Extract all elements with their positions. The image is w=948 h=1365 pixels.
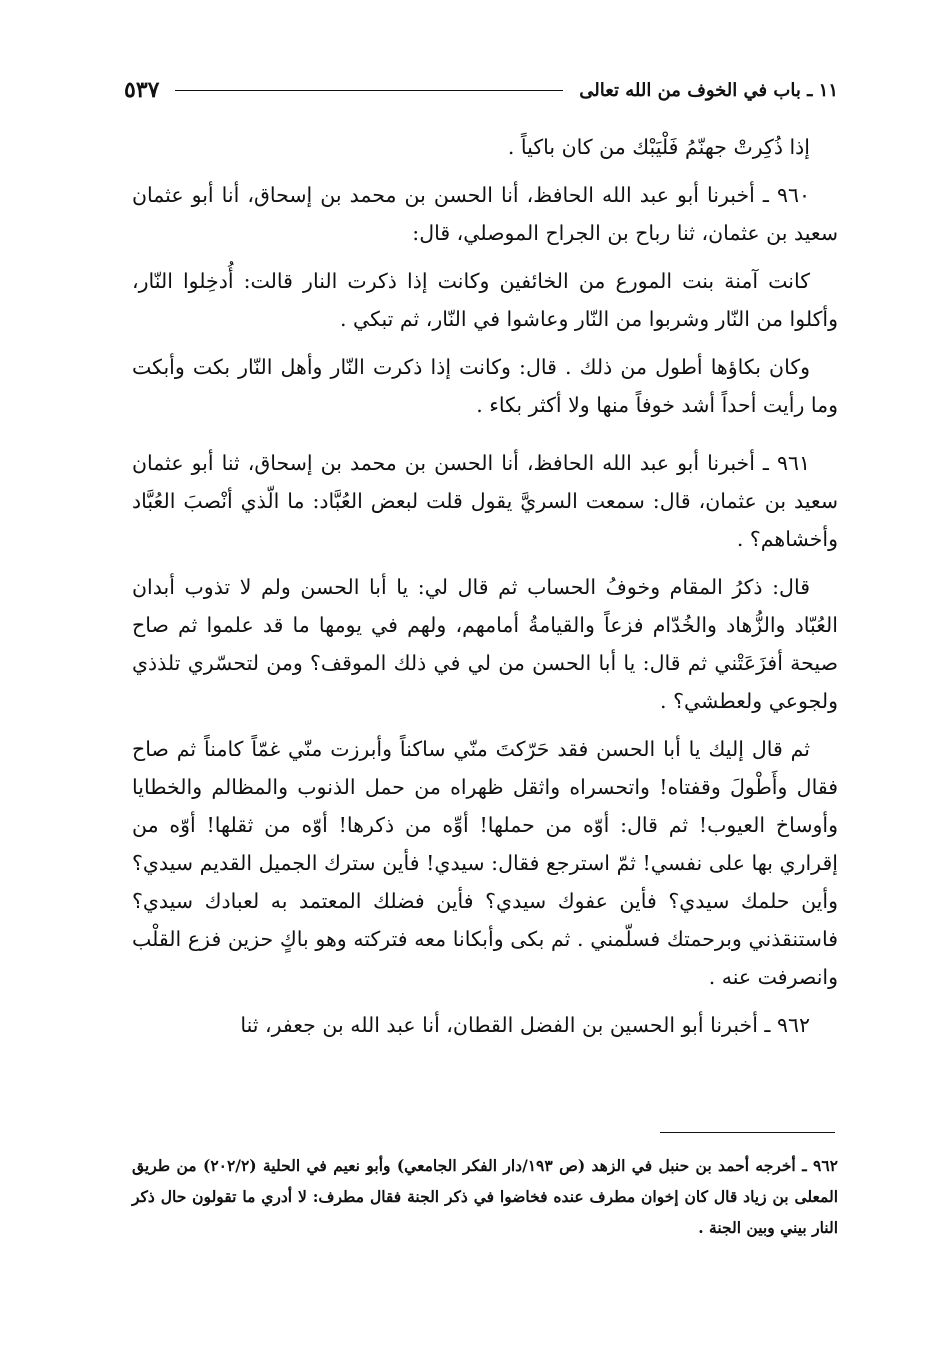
paragraph: قال: ذكرُ المقام وخوفُ الحساب ثم قال لي: يا أبا الحسن ولم لا تذوب أبدان العُبّاد والزُّهاد والخُدّام فزعاً والقيامةُ أمامهم، ولهم في يومها ما قد علموا ثم صاح صيحة أفزَعَتْني ثم قال: يا أبا الحسن من لي في ذلك الموقف؟ ومن لتحسّري تلذذي ولجوعي ولعطشي؟ .	[132, 575, 838, 713]
footnote-text: ٩٦٢ ـ أخرجه أحمد بن حنبل في الزهد (ص ١٩٣/دار الفكر الجامعي) وأبو نعيم في الحلية (٢٠٢/٢) من طريق المعلى بن زياد قال كان إخوان مطرف عنده فخاضوا في ذكر الجنة فقال مطرف: لا أدري ما تقولون حال ذكر النار بيني وبين الجنة .	[132, 1156, 838, 1237]
footnote	[132, 1150, 838, 1243]
main-text	[132, 128, 838, 1054]
chapter-title: ١١ ـ باب في الخوف من الله تعالى	[579, 79, 838, 101]
paragraph: وكان بكاؤها أطول من ذلك . قال: وكانت إذا ذكرت النّار وأهل النّار بكت وأبكت وما رأيت أحداً أشد خوفاً منها ولا أكثر بكاء .	[132, 355, 838, 417]
header-rule	[175, 90, 563, 91]
paragraph: كانت آمنة بنت المورع من الخائفين وكانت إذا ذكرت النار قالت: أُدخِلوا النّار، وأكلوا من النّار وشربوا من النّار وعاشوا في النّار، ثم تبكي .	[132, 269, 838, 331]
paragraph: ٩٦٠ ـ أخبرنا أبو عبد الله الحافظ، أنا الحسن بن محمد بن إسحاق، أنا أبو عثمان سعيد بن عثمان، ثنا رباح بن الجراح الموصلي، قال:	[132, 183, 838, 245]
paragraph: ثم قال إليك يا أبا الحسن فقد حَرّكتَ منّي ساكناً وأبرزت منّي غمّاً كامناً ثم صاح فقال وأَطْولَ وقفتاه! واتحسراه واثقل ظهراه من حمل الذنوب والمظالم والخطايا وأوساخ العيوب! ثم قال: أوّه من حملها! أوِّه من ذكرها! أوّه من ثقلها! أوّه من إقراري بها على نفسي! ثمّ استرجع فقال: سيدي! فأين سترك الجميل القديم سيدي؟ وأين حلمك سيدي؟ فأين عفوك سيدي؟ فأين فضلك المعتمد به لعبادك سيدي؟ فاستنقذني وبرحمتك فسلّمني . ثم بكى وأبكانا معه فتركته وهو باكٍ حزين فزع القلْب وانصرفت عنه .	[132, 737, 838, 989]
paragraph: ٩٦١ ـ أخبرنا أبو عبد الله الحافظ، أنا الحسن بن محمد بن إسحاق، ثنا أبو عثمان سعيد بن عثمان، قال: سمعت السريَّ يقول قلت لبعض العُبَّاد: ما الّذي أنْصبَ العُبَّاد وأخشاهم؟ .	[132, 451, 839, 551]
footnote-rule	[660, 1132, 835, 1133]
paragraph: ٩٦٢ ـ أخبرنا أبو الحسين بن الفضل القطان، أنا عبد الله بن جعفر، ثنا	[240, 1013, 810, 1037]
page-number: ٥٣٧	[124, 77, 160, 103]
page-header	[124, 74, 838, 106]
paragraph: إذا ذُكِرتْ جهنّمُ فَلْيَبْك من كان باكياً .	[507, 135, 810, 159]
